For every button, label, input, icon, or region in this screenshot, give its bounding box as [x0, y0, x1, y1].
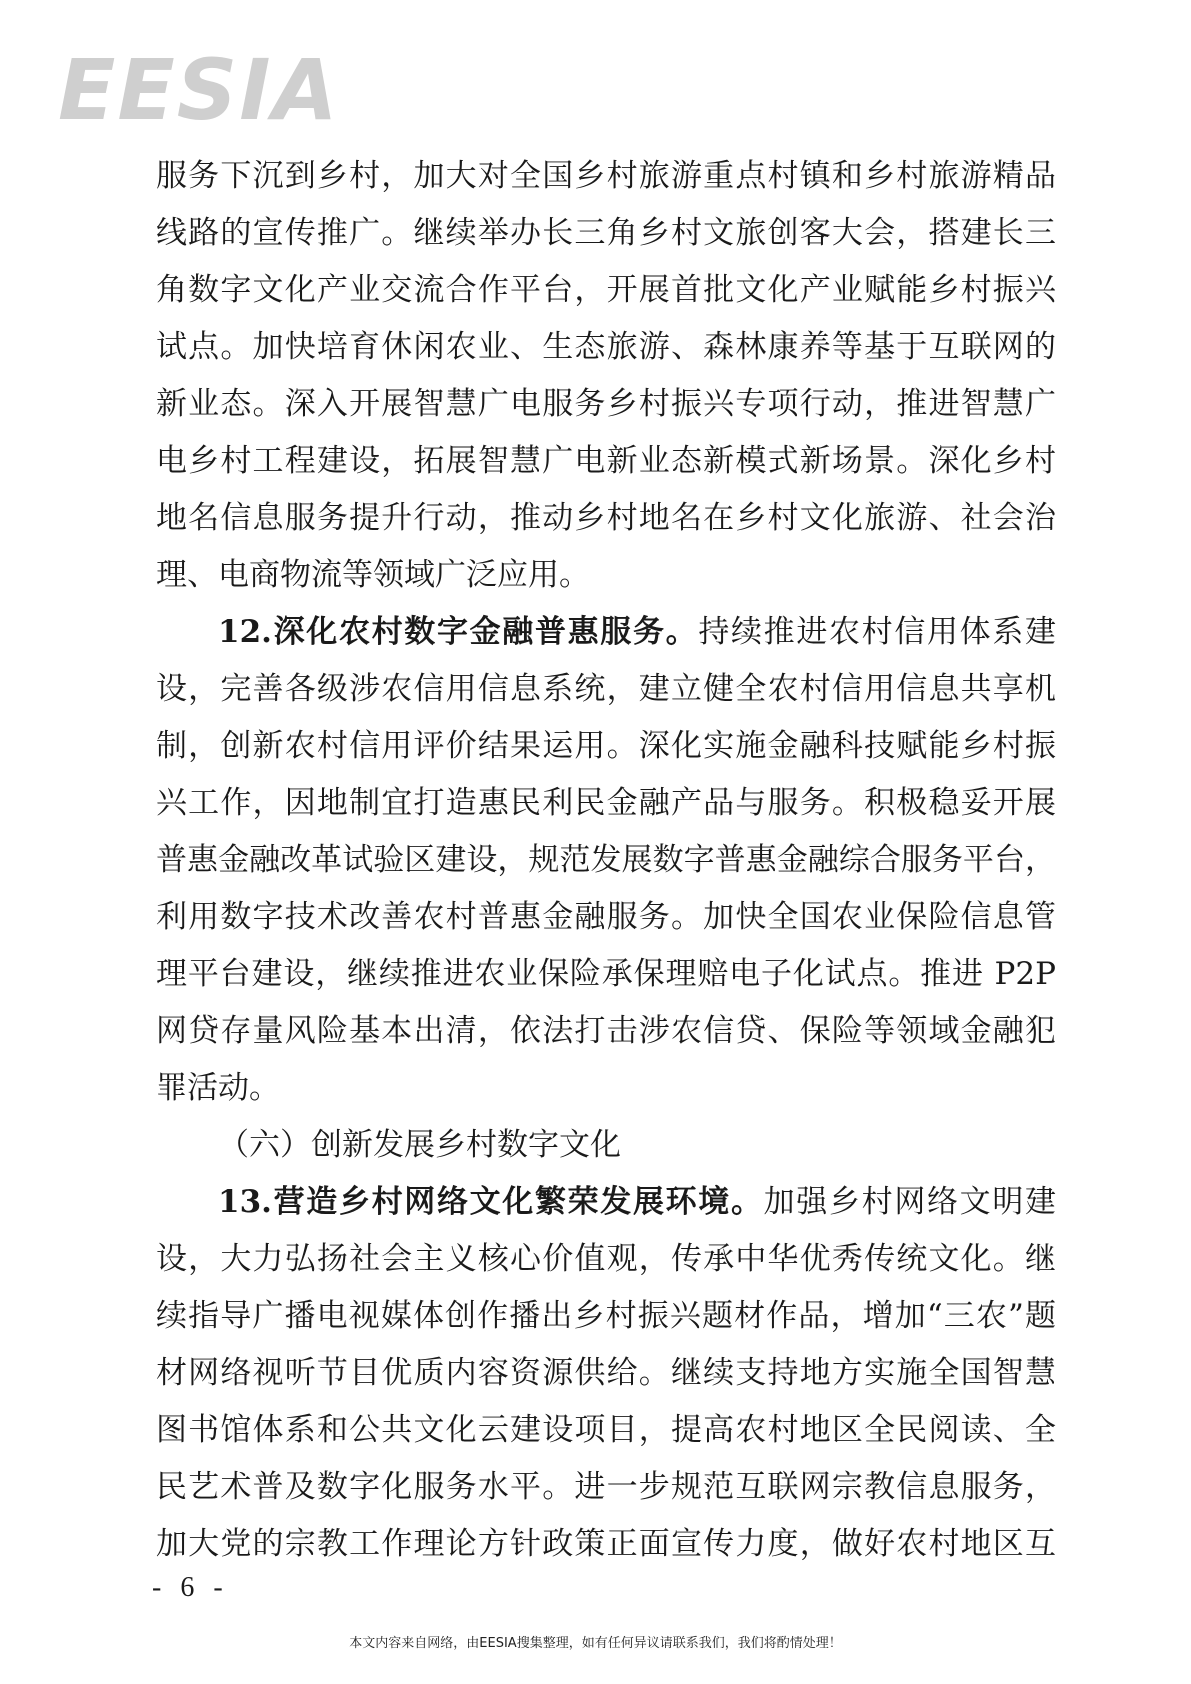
text-line: 理、电商物流等领域广泛应用。 [156, 557, 590, 593]
text-line: 罪活动。 [156, 1070, 280, 1106]
paragraph-13 [156, 1174, 1056, 1573]
text-fragment: 加强乡村网络文明建 [763, 1184, 1056, 1220]
text-line: 加大党的宗教工作理论方针政策正面宣传力度，做好农村地区互 [156, 1526, 1056, 1562]
section-heading: （六）创新发展乡村数字文化 [218, 1127, 621, 1163]
text-line: 试点。加快培育休闲农业、生态旅游、森林康养等基于互联网的 [156, 329, 1056, 365]
text-line: 理平台建设，继续推进农业保险承保理赔电子化试点。推进 P2P [156, 956, 1056, 992]
page-number: - 6 - [152, 1572, 229, 1603]
text-line: 普惠金融改革试验区建设，规范发展数字普惠金融综合服务平台， [156, 842, 1056, 878]
text-line: 新业态。深入开展智慧广电服务乡村振兴专项行动，推进智慧广 [156, 386, 1056, 422]
text-line: 制，创新农村信用评价结果运用。深化实施金融科技赋能乡村振 [156, 728, 1056, 764]
text-line: 设，完善各级涉农信用信息系统，建立健全农村信用信息共享机 [156, 671, 1056, 707]
text-line: 网贷存量风险基本出清，依法打击涉农信贷、保险等领域金融犯 [156, 1013, 1056, 1049]
footer-disclaimer: 本文内容来自网络，由EESIA搜集整理，如有任何异议请联系我们，我们将酌情处理！ [349, 1636, 842, 1651]
eesia-watermark-logo: EESIA [58, 41, 340, 139]
text-line: 续指导广播电视媒体创作播出乡村振兴题材作品，增加“三农”题 [156, 1298, 1056, 1334]
text-line: 材网络视听节目优质内容资源供给。继续支持地方实施全国智慧 [156, 1355, 1056, 1391]
text-line: 服务下沉到乡村，加大对全国乡村旅游重点村镇和乡村旅游精品 [156, 158, 1056, 194]
item-13-heading: 13.营造乡村网络文化繁荣发展环境。 [218, 1184, 764, 1220]
text-line: 角数字文化产业交流合作平台，开展首批文化产业赋能乡村振兴 [156, 272, 1056, 308]
text-line: 图书馆体系和公共文化云建设项目，提高农村地区全民阅读、全 [156, 1412, 1056, 1448]
paragraph-continued [156, 148, 1056, 604]
text-line: 利用数字技术改善农村普惠金融服务。加快全国农业保险信息管 [156, 899, 1056, 935]
text-line: 电乡村工程建设，拓展智慧广电新业态新模式新场景。深化乡村 [156, 443, 1056, 479]
text-line: 民艺术普及数字化服务水平。进一步规范互联网宗教信息服务， [156, 1469, 1056, 1505]
paragraph-12 [156, 604, 1056, 1117]
text-fragment: 持续推进农村信用体系建 [698, 614, 1057, 650]
text-line: 地名信息服务提升行动，推动乡村地名在乡村文化旅游、社会治 [156, 500, 1056, 536]
text-line: 兴工作，因地制宜打造惠民利民金融产品与服务。积极稳妥开展 [156, 785, 1056, 821]
item-12-heading: 12.深化农村数字金融普惠服务。 [218, 614, 699, 650]
document-body [156, 148, 1056, 1573]
paragraph-first-line [156, 604, 1056, 661]
text-line: 设，大力弘扬社会主义核心价值观，传承中华优秀传统文化。继 [156, 1241, 1056, 1277]
paragraph-first-line [156, 1174, 1056, 1231]
text-line: 线路的宣传推广。继续举办长三角乡村文旅创客大会，搭建长三 [156, 215, 1056, 251]
